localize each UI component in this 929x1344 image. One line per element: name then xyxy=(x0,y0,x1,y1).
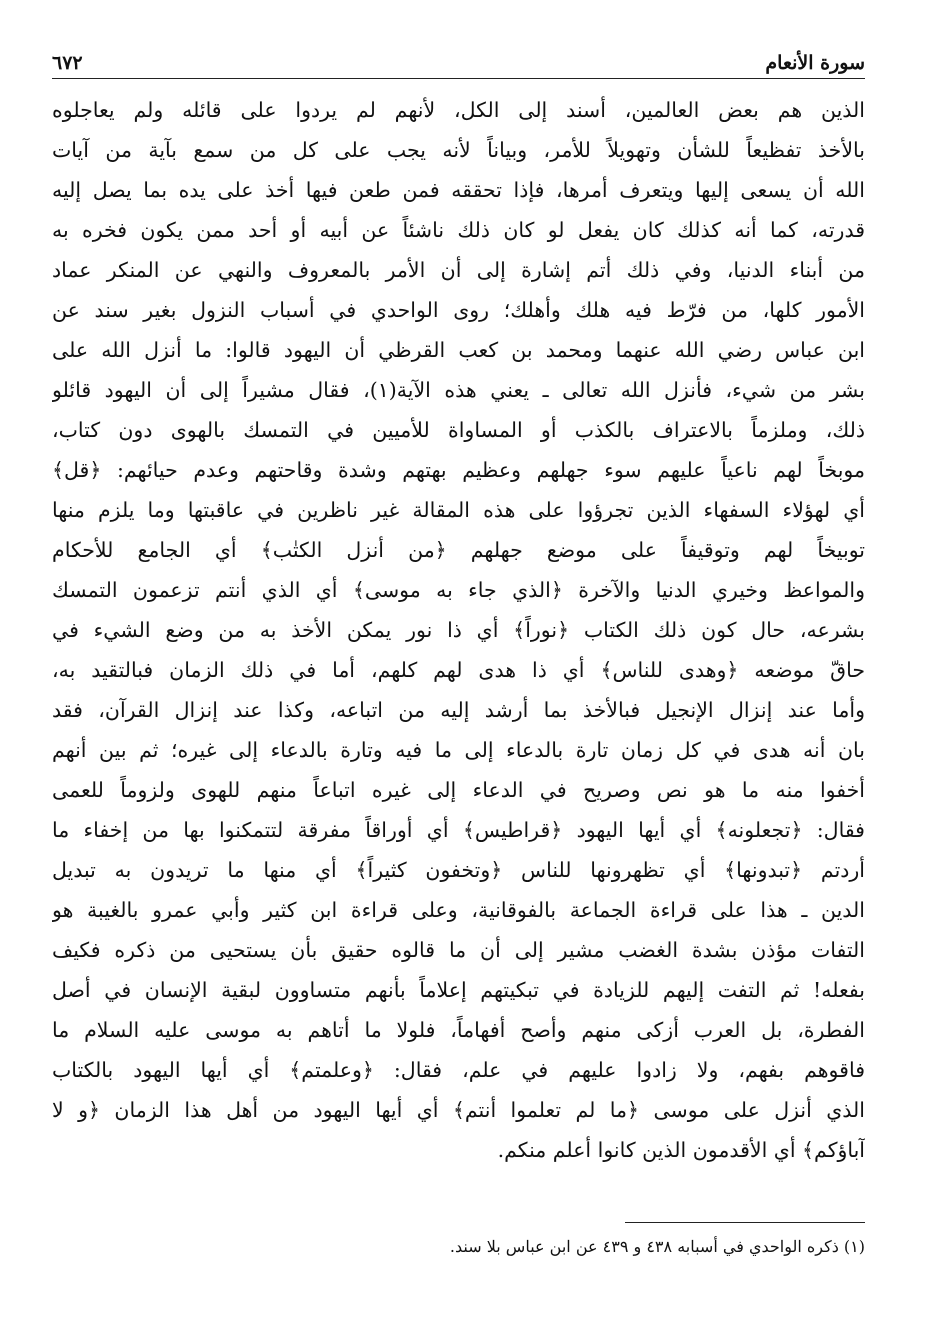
text-line: فقال: ﴿تجعلونه﴾ أي أيها اليهود ﴿قراطيس﴾ أي أوراقاً مفرقة لتتمكنوا بها من إخفاء ما xyxy=(52,818,865,842)
commentary-body xyxy=(52,90,865,1170)
footnote-divider xyxy=(625,1222,865,1223)
text-line: بشرعه، حال كون ذلك الكتاب ﴿نوراً﴾ أي ذا نور يمكن الأخذ به من وضع الشيء في xyxy=(52,618,865,642)
text-line: توبيخاً لهم وتوقيفاً على موضع جهلهم ﴿من أنزل الكتٰب﴾ أي الجامع للأحكام xyxy=(52,538,865,562)
text-line: ابن عباس رضي الله عنهما ومحمد بن كعب القرظي أن اليهود قالوا: ما أنزل الله على xyxy=(52,338,865,362)
text-line: الفطرة، بل العرب أزكى منهم وأصح أفهاماً، فلولا ما أتاهم به موسى عليه السلام ما xyxy=(52,1018,865,1042)
text-line: أردتم ﴿تبدونها﴾ أي تظهرونها للناس ﴿وتخفون كثيراً﴾ أي منها ما تريدون به تبديل xyxy=(52,858,865,882)
surah-title: سورة الأنعام xyxy=(765,52,865,74)
text-line: ذلك، وملزماً بالاعتراف بالكذب أو المساواة للأميين في التمسك بالهوى دون كتاب، xyxy=(52,418,865,442)
text-line: من أبناء الدنيا، وفي ذلك أتم إشارة إلى أن الأمر بالمعروف والنهي عن المنكر عماد xyxy=(52,258,865,282)
text-line: فاقوهم بفهم، ولا زادوا عليهم في علم، فقال: ﴿وعلمتم﴾ أي أيها اليهود بالكتاب xyxy=(52,1058,865,1082)
header-divider xyxy=(52,78,865,79)
text-line: أخفوا منه ما هو نص وصريح في الدعاء إلى غيره اتباعاً منهم للهوى ولزوماً للعمى xyxy=(52,778,865,802)
text-line: آباؤكم﴾ أي الأقدمون الذين كانوا أعلم منكم. xyxy=(497,1138,865,1162)
text-line: موبخاً لهم ناعياً عليهم سوء جهلهم وعظيم بهتهم وشدة وقاحتهم وعدم حيائهم: ﴿قل﴾ xyxy=(52,458,865,482)
text-line: بفعله! ثم التفت إليهم للزيادة في تبكيتهم إعلاماً بأنهم متساوون لبقية الإنسان في أصل xyxy=(52,978,865,1002)
page-number: ٦٧٢ xyxy=(52,52,83,74)
text-line: بان أنه هدى في كل زمان تارة بالدعاء إلى ما فيه وتارة بالدعاء إلى غيره؛ ثم بين أنهم xyxy=(52,738,865,762)
text-line: الأمور كلها، من فرّط فيه هلك وأهلك؛ روى الواحدي في أسباب النزول بغير سند عن xyxy=(52,298,865,322)
text-line: الله أن يسعى إليها ويتعرف أمرها، فإذا تحققه فمن طعن فيها أخذ على يده بما يصل إليه xyxy=(52,178,865,202)
text-line: بشر من شيء، فأنزل الله تعالى ـ يعني هذه الآية(١)، فقال مشيراً إلى أن اليهود قائلو xyxy=(52,378,865,402)
footnote: (١) ذكره الواحدي في أسبابه ٤٣٨ و ٤٣٩ عن ابن عباس بلا سند. xyxy=(449,1237,865,1256)
text-line: بالأخذ تفظيعاً للشأن وتهويلاً للأمر، وبياناً لأنه يجب على كل من سمع بآية من آيات xyxy=(52,138,865,162)
page-header xyxy=(52,44,865,74)
text-line: الذي أنزل على موسى ﴿ما لم تعلموا أنتم﴾ أي أيها اليهود من أهل هذا الزمان ﴿و لا xyxy=(52,1098,865,1122)
text-line: وأما عند إنزال الإنجيل فبالأخذ بما أرشد إليه من اتباعه، وكذا عند إنزال القرآن، فقد xyxy=(52,698,865,722)
text-line: قدرته، كما أنه كذلك كان يفعل لو كان ذلك ناشئاً عن أبيه أو أحد ممن يكون فخره به xyxy=(52,218,865,242)
text-line: حاقّ موضعه ﴿وهدى للناس﴾ أي ذا هدى لهم كلهم، أما في ذلك الزمان فبالتقيد به، xyxy=(52,658,865,682)
text-line: والمواعظ وخيري الدنيا والآخرة ﴿الذي جاء به موسى﴾ أي الذي أنتم تزعمون التمسك xyxy=(52,578,865,602)
text-line: الدين ـ هذا على قراءة الجماعة بالفوقانية، وعلى قراءة ابن كثير وأبي عمرو بالغيبة هو xyxy=(52,898,865,922)
text-line: الذين هم بعض العالمين، أسند إلى الكل، لأنهم لم يردوا على قائله ولم يعاجلوه xyxy=(52,98,865,122)
text-line: التفات مؤذن بشدة الغضب مشير إلى أن ما قالوه حقيق بأن يستحيى من ذكره فكيف xyxy=(52,938,865,962)
text-line: أي لهؤلاء السفهاء الذين تجرؤوا على هذه المقالة غير ناظرين في عاقبتها وما يلزم منها xyxy=(52,498,865,522)
